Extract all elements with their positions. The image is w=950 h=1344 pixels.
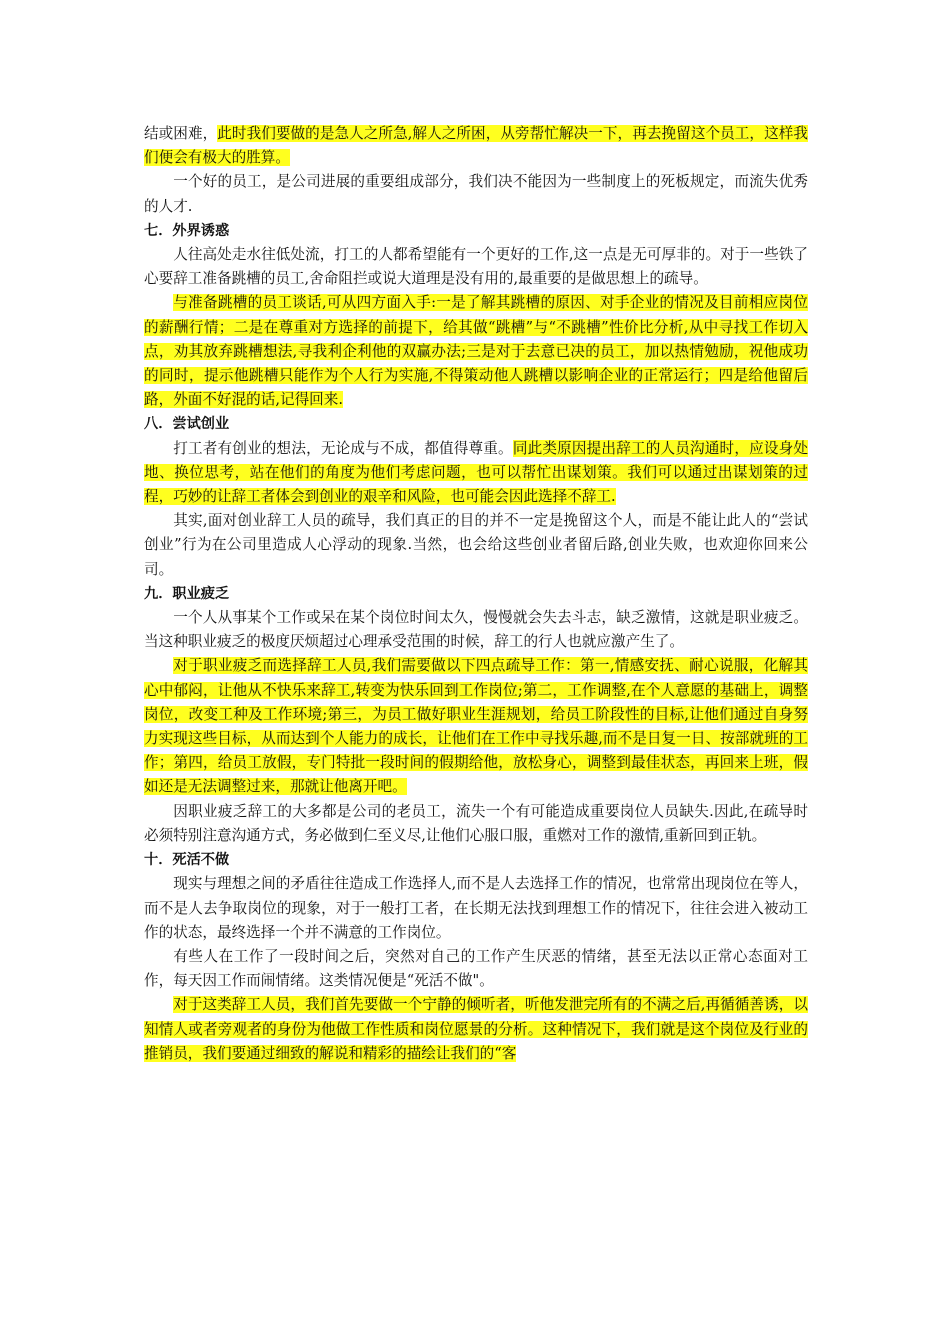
highlighted-text: 此时我们要做的是急人之所急,解人之所困，从旁帮忙解决一下，再去挽留这个员工，这样我们便会有极大的胜算。: [144, 125, 808, 167]
paragraph: [144, 654, 808, 799]
paragraph-text: 结或困难，: [144, 125, 218, 142]
highlighted-text: 同此类原因提出辞工的人员沟通时，应设身处地、换位思考，站在他们的角度为他们考虑问题，也可以帮忙出谋划策。我们可以通过出谋划策的过程，巧妙的让辞工者体会到创业的艰辛和风险，也可能会因此选择不辞工.: [144, 439, 808, 506]
paragraph: 一个好的员工，是公司进展的重要组成部分，我们决不能因为一些制度上的死板规定，而流失优秀的人才.: [144, 173, 808, 215]
paragraph: [144, 437, 808, 510]
paragraph: [144, 122, 808, 170]
paragraph: [144, 291, 808, 412]
paragraph: 一个人从事某个工作或呆在某个岗位时间太久，慢慢就会失去斗志，缺乏激情，这就是职业疲乏。当这种职业疲乏的极度厌烦超过心理承受范围的时候，辞工的行人也就应激产生了。: [144, 609, 808, 651]
paragraph: [144, 993, 808, 1066]
highlighted-text: 对于这类辞工人员，我们首先要做一个宁静的倾听者，听他发泄完所有的不满之后,再循循善诱，以知情人或者旁观者的身份为他做工作性质和岗位愿景的分析。这种情况下，我们就是这个岗位及行业的推销员，我们要通过细致的解说和精彩的描绘让我们的“客: [144, 996, 808, 1062]
section-heading: 九．职业疲乏: [144, 585, 230, 602]
paragraph: 现实与理想之间的矛盾往往造成工作选择人,而不是人去选择工作的情况，也常常出现岗位在等人，而不是人去争取岗位的现象，对于一般打工者，在长期无法找到理想工作的情况下，往往会进入被动工作的状态，最终选择一个并不满意的工作岗位。: [144, 875, 808, 941]
highlighted-text: 与准备跳槽的员工谈话,可从四方面入手:一是了解其跳槽的原因、对手企业的情况及目前相应岗位的薪酬行情；二是在尊重对方选择的前提下，给其做“跳槽”与“不跳槽”性价比分析,从中寻找工作切入点，劝其放弃跳槽想法,寻我利企利他的双赢办法;三是对于去意已决的员工，加以热情勉励，祝他成功的同时，提示他跳槽只能作为个人行为实施,不得策动他人跳槽以影响企业的正常运行；四是给他留后路，外面不好混的话,记得回来.: [144, 294, 808, 409]
paragraph: 人往高处走水往低处流，打工的人都希望能有一个更好的工作,这一点是无可厚非的。对于一些铁了心要辞工准备跳槽的员工,舍命阻拦或说大道理是没有用的,最重要的是做思想上的疏导。: [144, 246, 808, 288]
section-heading: 十．死活不做: [144, 852, 230, 869]
paragraph: 有些人在工作了一段时间之后，突然对自己的工作产生厌恶的情绪，甚至无法以正常心态面对工作，每天因工作而闹情绪。这类情况便是“死活不做"。: [144, 947, 808, 990]
paragraph: 因职业疲乏辞工的大多都是公司的老员工，流失一个有可能造成重要岗位人员缺失.因此,在疏导时必须特别注意沟通方式，务必做到仁至义尽,让他们心服口服，重燃对工作的激情,重新回到正轨。: [144, 802, 808, 844]
paragraph: 其实,面对创业辞工人员的疏导，我们真正的目的并不一定是挽留这个人，而是不能让此人的“尝试创业”行为在公司里造成人心浮动的现象.当然，也会给这些创业者留后路,创业失败，也欢迎你回来公司。: [144, 512, 808, 578]
section-heading: 八．尝试创业: [144, 416, 230, 433]
section-heading: 七．外界诱惑: [144, 222, 230, 239]
paragraph-text: 打工者有创业的想法，无论成与不成，都值得尊重。: [173, 439, 513, 457]
document-page: [144, 122, 808, 1066]
highlighted-text: 对于职业疲乏而选择辞工人员,我们需要做以下四点疏导工作：第一,情感安抚、耐心说服，化解其心中郁闷，让他从不快乐来辞工,转变为快乐回到工作岗位;第二，工作调整,在个人意愿的基础上，调整岗位，改变工种及工作环境;第三，为员工做好职业生涯规划，给员工阶段性的目标,让他们通过自身努力实现这些目标，从而达到个人能力的成长，让他们在工作中寻找乐趣,而不是日复一日、按部就班的工作；第四，给员工放假，专门特批一段时间的假期给他，放松身心，调整到最佳状态，再回来上班，假如还是无法调整过来，那就让他离开吧。: [144, 657, 808, 796]
